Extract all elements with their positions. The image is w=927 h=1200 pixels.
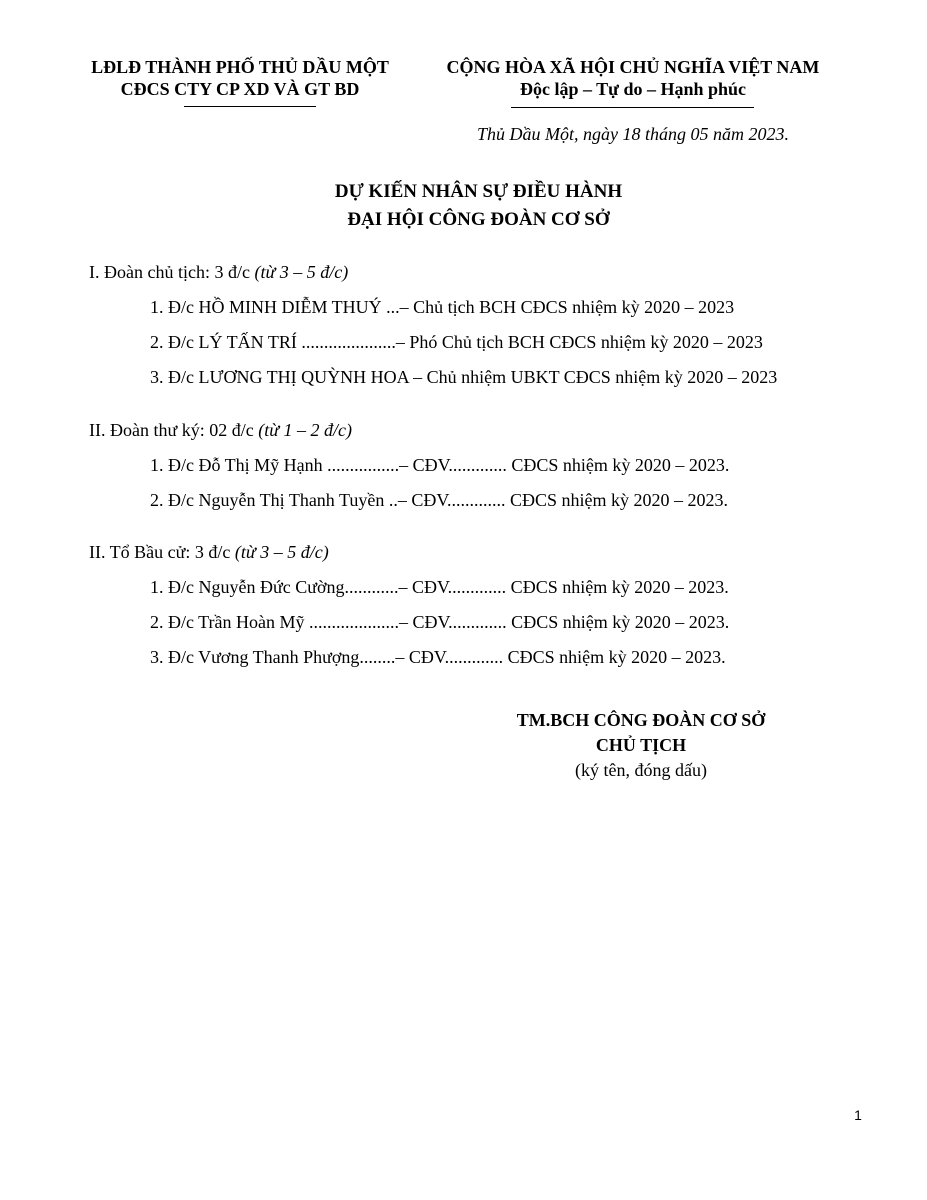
section-heading-note: (từ 1 – 2 đ/c) (258, 420, 353, 440)
country-name: CỘNG HÒA XÃ HỘI CHỦ NGHĨA VIỆT NAM (446, 57, 820, 77)
document-title (0, 178, 927, 234)
section-heading-note: (từ 3 – 5 đ/c) (234, 542, 329, 562)
list-item: 3. Đ/c Vương Thanh Phượng........– CĐV............. CĐCS nhiệm kỳ 2020 – 2023. (150, 647, 726, 667)
signature-title: CHỦ TỊCH (595, 735, 687, 755)
section-heading-text: II. Đoàn thư ký: 02 đ/c (89, 420, 259, 440)
issuing-organization (70, 56, 410, 100)
list-item: 2. Đ/c LÝ TẤN TRÍ .....................– Phó Chủ tịch BCH CĐCS nhiệm kỳ 2020 – 2023 (150, 332, 763, 352)
issuing-organization-line2: CĐCS CTY CP XD VÀ GT BD (120, 79, 360, 99)
section-heading-presidium (89, 261, 348, 283)
motto-underline (511, 107, 754, 108)
national-motto (418, 56, 848, 100)
list-item: 2. Đ/c Nguyễn Thị Thanh Tuyền ..– CĐV............. CĐCS nhiệm kỳ 2020 – 2023. (150, 490, 729, 510)
signature-note: (ký tên, đóng dấu) (575, 760, 707, 780)
section-heading-text: II. Tổ Bầu cử: 3 đ/c (89, 542, 235, 562)
section-heading-election-team (89, 541, 329, 563)
motto-line: Độc lập – Tự do – Hạnh phúc (519, 79, 747, 99)
list-item: 3. Đ/c LƯƠNG THỊ QUỲNH HOA – Chủ nhiệm UBKT CĐCS nhiệm kỳ 2020 – 2023 (150, 367, 778, 387)
section-heading-note: (từ 3 – 5 đ/c) (254, 262, 349, 282)
section-heading-text: I. Đoàn chủ tịch: 3 đ/c (89, 262, 255, 282)
document-title-line2: ĐẠI HỘI CÔNG ĐOÀN CƠ SỞ (347, 209, 610, 230)
list-item: 1. Đ/c Đỗ Thị Mỹ Hạnh ................– CĐV............. CĐCS nhiệm kỳ 2020 – 2023. (150, 455, 730, 475)
document-title-line1: DỰ KIẾN NHÂN SỰ ĐIỀU HÀNH (334, 181, 623, 202)
page-number: 1 (854, 1107, 862, 1123)
issuing-organization-line1: LĐLĐ THÀNH PHỐ THỦ DẦU MỘT (91, 57, 389, 77)
list-item: 1. Đ/c HỒ MINH DIỄM THUÝ ...– Chủ tịch BCH CĐCS nhiệm kỳ 2020 – 2023 (150, 297, 735, 317)
list-item: 2. Đ/c Trần Hoàn Mỹ ....................– CĐV............. CĐCS nhiệm kỳ 2020 – 2023. (150, 612, 730, 632)
signature-on-behalf: TM.BCH CÔNG ĐOÀN CƠ SỞ (516, 710, 766, 730)
signature-block (490, 708, 792, 783)
list-item: 1. Đ/c Nguyễn Đức Cường............– CĐV............. CĐCS nhiệm kỳ 2020 – 2023. (150, 577, 729, 597)
section-heading-secretariat (89, 419, 352, 441)
place-and-date: Thủ Dầu Một, ngày 18 tháng 05 năm 2023. (477, 124, 789, 144)
issuing-organization-underline (184, 106, 316, 107)
